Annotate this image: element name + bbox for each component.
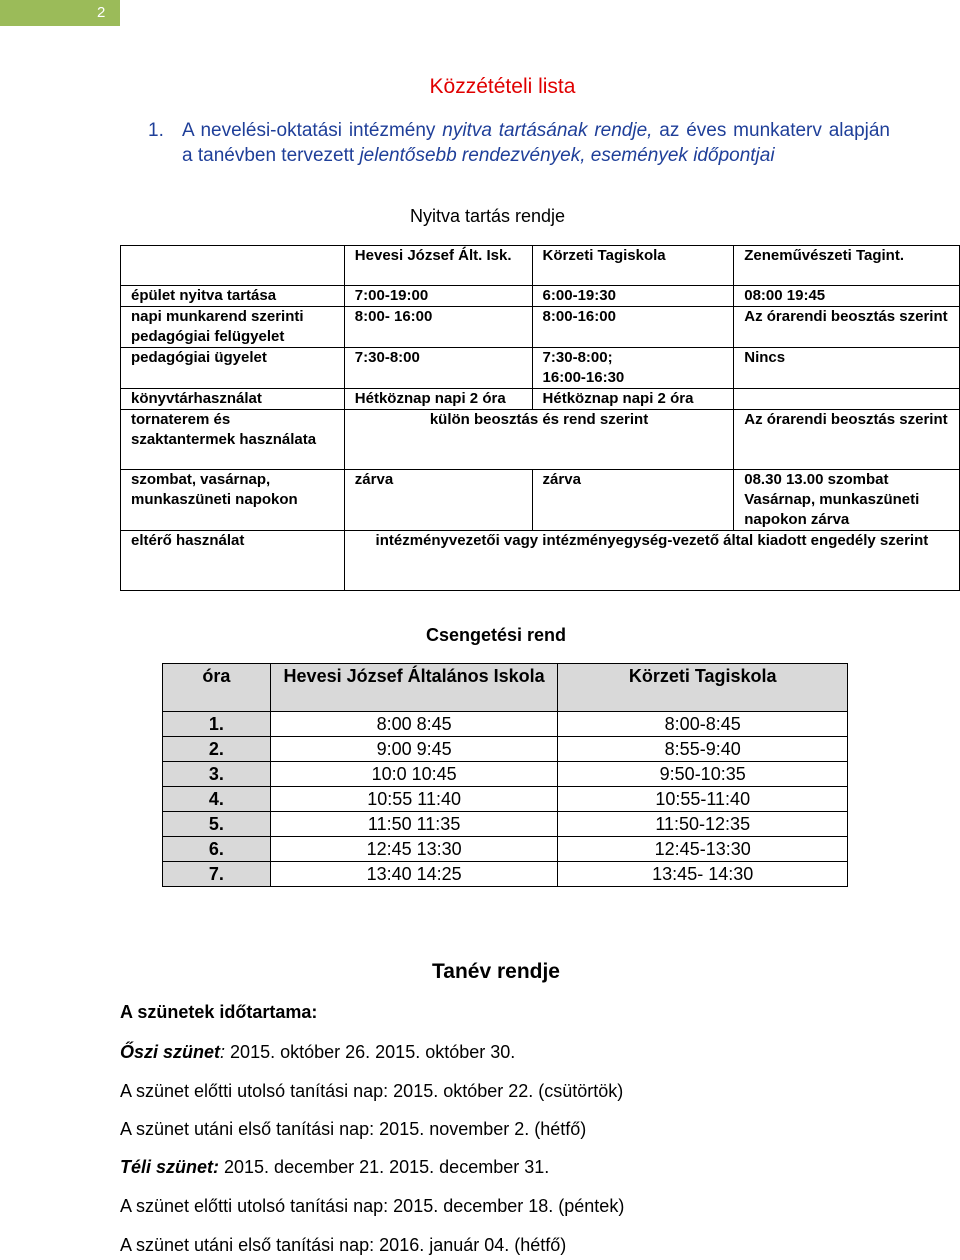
table-cell: 10:55-11:40 xyxy=(558,787,848,812)
winter-break-label: Téli szünet: xyxy=(120,1157,220,1177)
table-row xyxy=(163,837,848,862)
table-cell xyxy=(532,348,734,389)
section-number: 1. xyxy=(148,120,164,141)
table-row xyxy=(121,470,960,531)
header-cell: Zeneművészeti Tagint. xyxy=(734,246,960,286)
table-cell: Nincs xyxy=(734,348,960,389)
header-cell: óra xyxy=(163,664,271,712)
row-label: szombat, vasárnap, munkaszüneti napokon xyxy=(121,470,345,531)
merged-cell: intézményvezetői vagy intézményegység-vezető által kiadott engedély szerint xyxy=(344,531,959,591)
table-header-row xyxy=(163,664,848,712)
table-cell: 7:00-19:00 xyxy=(344,286,532,307)
table-cell: 13:40 14:25 xyxy=(270,862,558,887)
table-row xyxy=(121,246,960,286)
period-number: 4. xyxy=(163,787,271,812)
table-row xyxy=(163,812,848,837)
header-cell xyxy=(121,246,345,286)
table-row xyxy=(121,286,960,307)
table-cell: 8:00- 16:00 xyxy=(344,307,532,348)
row-label: épület nyitva tartása xyxy=(121,286,345,307)
winter-break-dates: 2015. december 21. 2015. december 31. xyxy=(219,1157,550,1177)
period-number: 7. xyxy=(163,862,271,887)
table-cell: zárva xyxy=(344,470,532,531)
period-number: 2. xyxy=(163,737,271,762)
table-cell: zárva xyxy=(532,470,734,531)
table-cell: 9:00 9:45 xyxy=(270,737,558,762)
autumn-first-day: A szünet utáni első tanítási nap: 2015. november 2. (hétfő) xyxy=(120,1119,587,1139)
cell-line: 7:30-8:00; xyxy=(542,349,613,366)
table-row xyxy=(121,389,960,410)
section-text-italic: nyitva tartásának rendje, xyxy=(442,120,653,141)
table-row xyxy=(121,531,960,591)
table-cell: 08.30 13.00 szombat Vasárnap, munkaszüneti napokon zárva xyxy=(734,470,960,531)
table-row xyxy=(121,348,960,389)
page-number: 2 xyxy=(0,0,120,26)
period-number: 5. xyxy=(163,812,271,837)
table-row xyxy=(121,410,960,470)
table-cell xyxy=(734,389,960,410)
table-cell: Az órarendi beosztás szerint xyxy=(734,410,960,470)
table-row xyxy=(163,712,848,737)
autumn-break-line xyxy=(120,1042,515,1063)
table-cell: 11:50 11:35 xyxy=(270,812,558,837)
table-row xyxy=(121,307,960,348)
merged-cell: külön beosztás és rend szerint xyxy=(344,410,733,470)
section-text-part: az éves munkaterv alapján a tanévben tervezett xyxy=(182,120,891,166)
period-number: 1. xyxy=(163,712,271,737)
winter-break-line xyxy=(120,1157,549,1178)
header-cell: Hevesi József Ált. Isk. xyxy=(344,246,532,286)
school-year-title: Tanév rendje xyxy=(432,960,560,983)
autumn-break-dates: 2015. október 26. 2015. október 30. xyxy=(225,1042,516,1062)
table-row xyxy=(163,737,848,762)
section-text-italic: jelentősebb rendezvények, események időpontjai xyxy=(359,145,775,166)
autumn-last-day: A szünet előtti utolsó tanítási nap: 2015. október 22. (csütörtök) xyxy=(120,1081,624,1101)
table-cell: 12:45-13:30 xyxy=(558,837,848,862)
period-number: 3. xyxy=(163,762,271,787)
row-label: eltérő használat xyxy=(121,531,345,591)
table-cell: 13:45- 14:30 xyxy=(558,862,848,887)
bell-schedule-table xyxy=(162,663,848,887)
table-cell: 8:00 8:45 xyxy=(270,712,558,737)
table-cell: 10:0 10:45 xyxy=(270,762,558,787)
header-cell: Körzeti Tagiskola xyxy=(558,664,848,712)
bell-schedule-title: Csengetési rend xyxy=(426,625,567,645)
winter-last-day: A szünet előtti utolsó tanítási nap: 2015. december 18. (péntek) xyxy=(120,1196,625,1216)
table-cell: 11:50-12:35 xyxy=(558,812,848,837)
autumn-break-label: Őszi szünet xyxy=(120,1042,221,1062)
table-cell: 8:00-16:00 xyxy=(532,307,734,348)
opening-hours-title: Nyitva tartás rendje xyxy=(410,206,566,226)
section-text-part: A nevelési-oktatási intézmény xyxy=(182,120,443,141)
winter-first-day: A szünet utáni első tanítási nap: 2016. január 04. (hétfő) xyxy=(120,1235,567,1255)
table-cell: 12:45 13:30 xyxy=(270,837,558,862)
header-cell: Hevesi József Általános Iskola xyxy=(270,664,558,712)
table-cell: 6:00-19:30 xyxy=(532,286,734,307)
row-label: tornaterem és szaktantermek használata xyxy=(121,410,345,470)
period-number: 6. xyxy=(163,837,271,862)
table-cell: Hétköznap napi 2 óra xyxy=(532,389,734,410)
table-cell: 7:30-8:00 xyxy=(344,348,532,389)
table-cell: 9:50-10:35 xyxy=(558,762,848,787)
breaks-label: A szünetek időtartama: xyxy=(120,1002,318,1022)
row-label: pedagógiai ügyelet xyxy=(121,348,345,389)
page-title: Közzétételi lista xyxy=(429,75,576,98)
opening-hours-table xyxy=(120,245,960,591)
row-label: könyvtárhasználat xyxy=(121,389,345,410)
autumn-colon: : xyxy=(220,1042,226,1062)
table-cell: Hétköznap napi 2 óra xyxy=(344,389,532,410)
table-cell: 8:55-9:40 xyxy=(558,737,848,762)
table-cell: 10:55 11:40 xyxy=(270,787,558,812)
section-1-heading xyxy=(148,118,890,168)
table-cell: 8:00-8:45 xyxy=(558,712,848,737)
table-cell: 08:00 19:45 xyxy=(734,286,960,307)
table-row xyxy=(163,762,848,787)
section-text xyxy=(182,118,890,168)
table-row xyxy=(163,787,848,812)
table-cell: Az órarendi beosztás szerint xyxy=(734,307,960,348)
row-label: napi munkarend szerinti pedagógiai felügyelet xyxy=(121,307,345,348)
cell-line: 16:00-16:30 xyxy=(542,369,625,386)
header-cell: Körzeti Tagiskola xyxy=(532,246,734,286)
table-row xyxy=(163,862,848,887)
